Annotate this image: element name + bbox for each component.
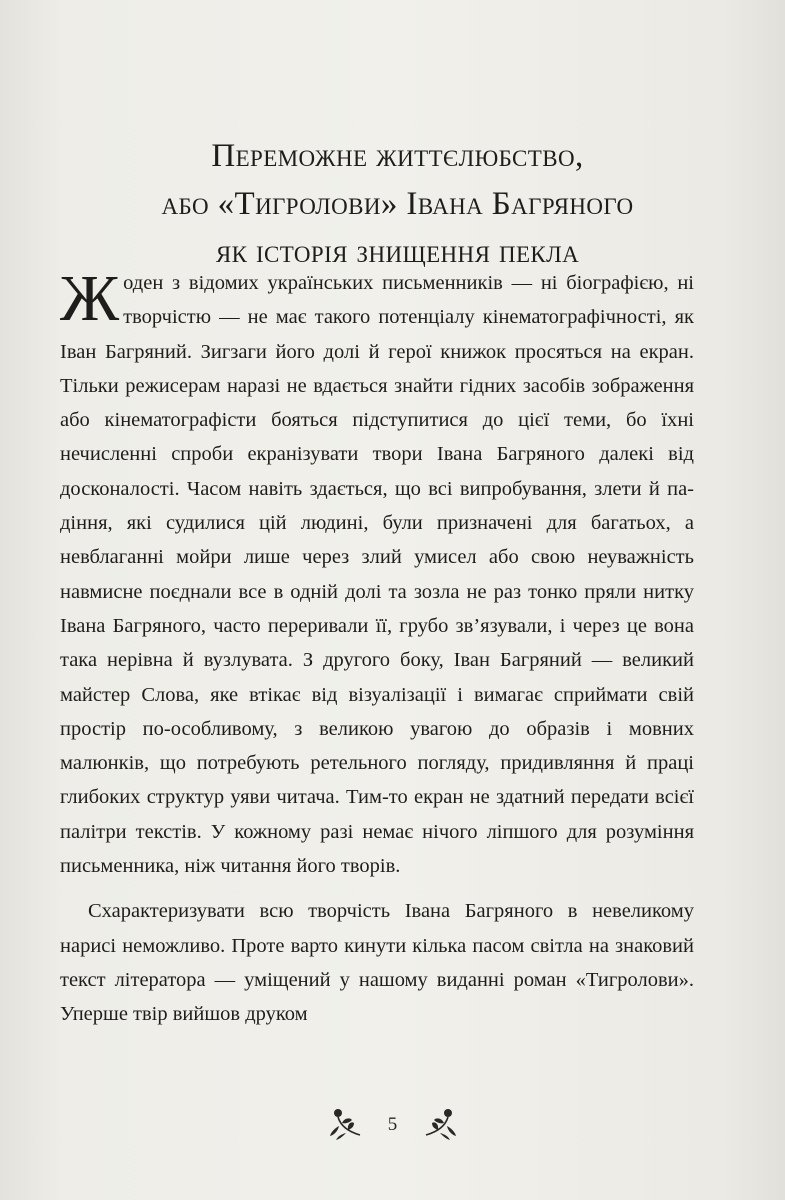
page-number: 5	[387, 1114, 398, 1135]
drop-cap: Ж	[60, 262, 120, 335]
floral-sprig-icon	[324, 1108, 368, 1142]
chapter-title-line-2: або «Тигролови» Івана Багряного	[161, 186, 634, 222]
floral-sprig-icon	[418, 1108, 462, 1142]
chapter-title-line-3: як історія знищення пекла	[215, 234, 580, 270]
paragraph-2: Схарактеризувати всю творчість Івана Багряного в невеликому нарисі неможливо. Проте варто кинути кілька пасом світла на знаковий текст літератора — уміщений у нашому виданні роман «Тигролови». Уперше твір вийшов друком	[60, 900, 694, 1026]
chapter-title-line-1: Переможне життєлюбство,	[211, 138, 584, 174]
body-text	[60, 262, 694, 1032]
paragraph-1-text: оден з відомих українських письменників — ні біографією, ні творчістю — не має такого потенціалу кінематографічності, як Іван Багряний. Зигзаги його долі й герої книжок просяться на екран. Тільки режисерам наразі не вдається знайти гідних засобів зображення або кінематографісти бояться підступитися до цієї теми, бо їхні нечисленні спроби екранізувати твори Івана Багряного далекі від досконалості. Часом навіть здається, що всі випробування, злети й падіння, які судилися цій людині, були призначені для багатьох, а невблаганні мойри лише через злий умисел або свою неуважність навмисне поєднали все в одній долі та зозла не раз тонко пряли нитку Івана Багряного, часто переривали її, грубо зв’язували, і через це вона така нерівна й вузлувата. З другого боку, Іван Багряний — великий майстер Слова, яке втікає від візуалізації і вимагає сприймати свій простір по-особливому, з великою увагою до образів і мовних малюнків, що потребують ретельного погляду, придивляння й праці глибоких структур уяви читача. Тим-то екран не здатний передати всієї палітри текстів. У кожному разі немає нічого ліпшого для розуміння письменника, ніж читання його творів.	[60, 272, 694, 878]
paragraph-1	[60, 262, 694, 883]
chapter-title	[70, 132, 725, 276]
page-footer	[0, 1108, 785, 1142]
